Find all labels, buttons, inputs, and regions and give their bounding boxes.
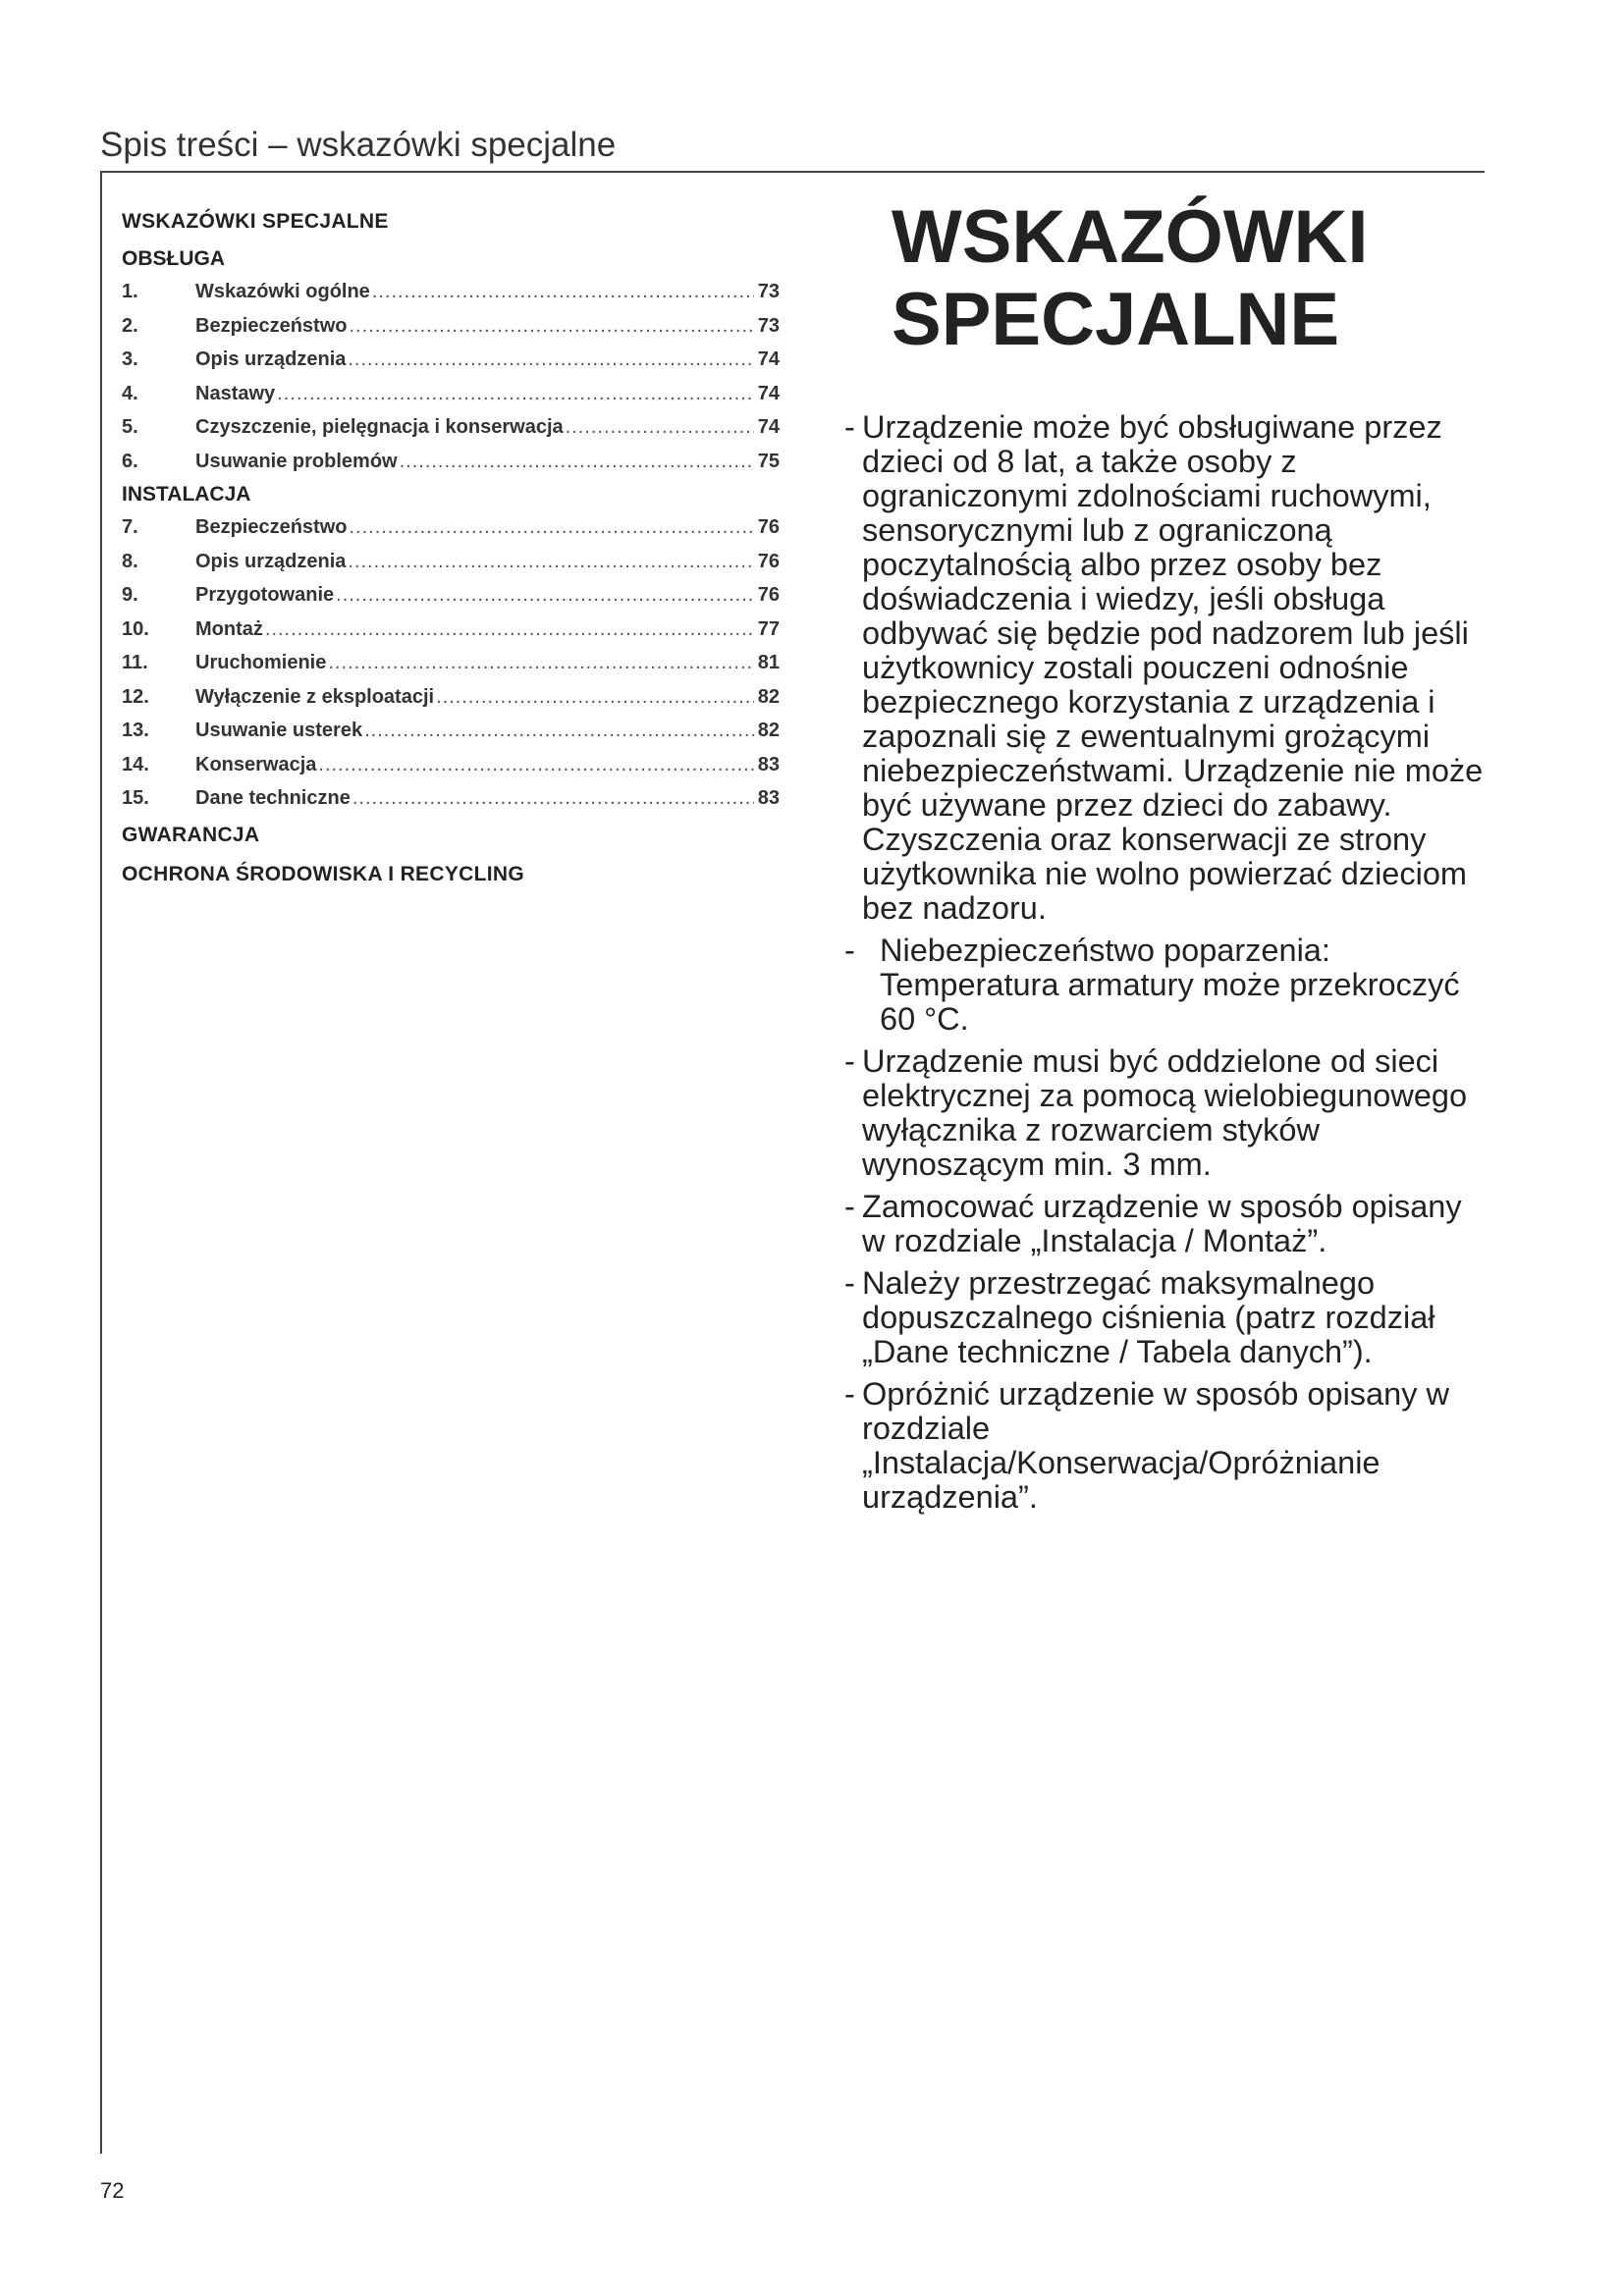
toc-entry-page: 73 <box>757 281 780 302</box>
toc-entry-number: 2. <box>122 314 138 337</box>
safety-note <box>844 1266 1492 1369</box>
toc-entry-number: 11. <box>122 652 148 673</box>
safety-note-text: Zamocować urządzenie w sposób opisany w rozdziale „Instalacja / Montaż”. <box>862 1189 1462 1258</box>
toc-entry-page: 75 <box>757 450 780 472</box>
bullet-dash: - <box>844 1265 855 1301</box>
safety-note-text: Urządzenie musi być oddzielone od sieci elektrycznej za pomocą wielobiegunowego wyłącznika z rozwarciem styków wynoszącym min. 3 mm. <box>862 1043 1468 1182</box>
toc-section-title: INSTALACJA <box>122 483 251 506</box>
toc-entry-number: 13. <box>122 720 149 741</box>
toc-entry-number: 6. <box>122 450 138 472</box>
toc-dot-leader <box>364 714 754 748</box>
toc-dot-leader <box>348 343 754 377</box>
toc-entry-number: 15. <box>122 787 149 809</box>
toc-entry[interactable] <box>122 613 780 647</box>
toc-dot-leader <box>348 545 754 579</box>
toc-entry[interactable] <box>122 748 780 782</box>
toc-dot-leader <box>336 578 754 613</box>
toc-entry[interactable] <box>122 343 780 377</box>
safety-note <box>844 1044 1492 1182</box>
toc-entry-label: Montaż <box>195 617 263 640</box>
toc-entry[interactable] <box>122 714 780 748</box>
toc-entry-page: 81 <box>757 652 780 673</box>
safety-note-text: Opróżnić urządzenie w sposób opisany w rozdziale „Instalacja/Konserwacja/Opróżnianie urządzenia”. <box>862 1376 1449 1515</box>
toc-entry-label: Usuwanie usterek <box>195 720 363 741</box>
bullet-dash: - <box>844 1189 855 1224</box>
toc-section-title: OBSŁUGA <box>122 247 225 270</box>
toc-entry[interactable] <box>122 545 780 579</box>
toc-entry-page: 76 <box>757 516 780 538</box>
toc-entry-label: Opis urządzenia <box>195 348 347 370</box>
toc-dot-leader <box>436 680 754 715</box>
toc-dot-leader <box>265 613 754 647</box>
table-of-contents <box>122 208 780 894</box>
safety-note-text: Urządzenie może być obsługiwane przez dzieci od 8 lat, a także osoby z ograniczonymi zdolnościami ruchowymi, sensorycznymi lub z ograniczoną poczytalnością albo przez osoby bez doświadczenia i wiedzy, jeśli obsługa odbywać się będzie pod nadzorem lub jeśli użytkownicy zostali pouczeni odnośnie bezpiecznego korzystania z urządzenia i zapoznali się z ewentualnymi grożącymi niebezpieczeństwami. Urządzenie nie może być używane przez dzieci do zabawy. Czyszczenia oraz konserwacji ze strony użytkownika nie wolno powierzać dzieciom bez nadzoru. <box>862 409 1484 926</box>
toc-dot-leader <box>566 410 754 445</box>
section-title-line: SPECJALNE <box>892 278 1340 361</box>
section-title-line: WSKAZÓWKI <box>892 195 1369 279</box>
bullet-dash: - <box>844 933 855 968</box>
toc-entry-page: 73 <box>757 314 780 337</box>
toc-dot-leader <box>318 748 754 782</box>
toc-entry-number: 3. <box>122 348 138 370</box>
toc-footer-environment[interactable]: OCHRONA ŚRODOWISKA I RECYCLING <box>122 862 524 885</box>
toc-dot-leader <box>277 377 754 411</box>
toc-entry-page: 83 <box>757 753 780 775</box>
toc-entry-label: Czyszczenie, pielęgnacja i konserwacja <box>195 416 564 438</box>
toc-entry-page: 82 <box>757 720 780 741</box>
toc-entry-number: 12. <box>122 685 149 708</box>
bullet-dash: - <box>844 1043 855 1079</box>
toc-dot-leader <box>352 781 754 816</box>
section-title <box>892 196 1368 361</box>
toc-entry-label: Bezpieczeństwo <box>195 516 348 538</box>
toc-entry[interactable] <box>122 578 780 613</box>
toc-entry[interactable] <box>122 781 780 816</box>
safety-note <box>844 934 1492 1037</box>
toc-entry-label: Przygotowanie <box>195 584 335 606</box>
toc-entry-page: 74 <box>757 382 780 404</box>
toc-dot-leader <box>328 646 754 680</box>
bullet-dash: - <box>844 1376 855 1412</box>
safety-notes <box>844 410 1492 1522</box>
toc-entry-number: 7. <box>122 516 138 538</box>
toc-entry-number: 8. <box>122 550 138 572</box>
toc-entry-number: 5. <box>122 416 138 438</box>
toc-entry[interactable] <box>122 510 780 545</box>
header-divider <box>100 171 1485 173</box>
toc-entry-page: 83 <box>757 787 780 809</box>
toc-entry-page: 77 <box>757 617 780 640</box>
toc-footer-warranty[interactable]: GWARANCJA <box>122 823 260 846</box>
toc-entry-page: 76 <box>757 550 780 572</box>
bullet-dash: - <box>844 409 855 445</box>
toc-dot-leader <box>349 510 754 545</box>
toc-entry-page: 74 <box>757 416 780 438</box>
toc-entry-label: Uruchomienie <box>195 652 327 673</box>
toc-entry-label: Opis urządzenia <box>195 550 347 572</box>
toc-entry-label: Wskazówki ogólne <box>195 281 370 302</box>
toc-entry[interactable] <box>122 275 780 309</box>
toc-entry-number: 1. <box>122 281 138 302</box>
toc-entry[interactable] <box>122 410 780 445</box>
page-number: 72 <box>100 2178 125 2203</box>
toc-entry[interactable] <box>122 646 780 680</box>
toc-entry[interactable] <box>122 377 780 411</box>
toc-dot-leader <box>400 445 754 479</box>
toc-entry-label: Bezpieczeństwo <box>195 314 348 337</box>
toc-dot-leader <box>372 275 754 309</box>
toc-entry-number: 9. <box>122 584 138 606</box>
toc-dot-leader <box>349 309 754 344</box>
toc-entry[interactable] <box>122 680 780 715</box>
toc-entry[interactable] <box>122 445 780 479</box>
toc-entry-label: Nastawy <box>195 382 276 404</box>
page-title: Spis treści – wskazówki specjalne <box>100 126 617 164</box>
safety-note <box>844 1377 1492 1515</box>
toc-entry-page: 82 <box>757 685 780 708</box>
toc-entry-label: Konserwacja <box>195 753 317 775</box>
toc-entry-page: 76 <box>757 584 780 606</box>
toc-entry-label: Usuwanie problemów <box>195 450 398 472</box>
left-margin-rule <box>100 171 102 2154</box>
toc-entry-label: Wyłączenie z eksploatacji <box>195 685 435 708</box>
toc-heading: WSKAZÓWKI SPECJALNE <box>122 210 389 233</box>
safety-note-text: Niebezpieczeństwo poparzenia: Temperatura armatury może przekroczyć 60 °C. <box>880 933 1460 1037</box>
safety-note <box>844 410 1492 926</box>
toc-entry[interactable] <box>122 309 780 344</box>
toc-entry-number: 4. <box>122 382 138 404</box>
toc-entry-number: 10. <box>122 617 149 640</box>
toc-entry-page: 74 <box>757 348 780 370</box>
toc-entry-number: 14. <box>122 753 149 775</box>
safety-note-text: Należy przestrzegać maksymalnego dopuszczalnego ciśnienia (patrz rozdział „Dane techniczne / Tabela danych”). <box>862 1265 1435 1369</box>
safety-note <box>844 1190 1492 1258</box>
toc-entry-label: Dane techniczne <box>195 787 351 809</box>
